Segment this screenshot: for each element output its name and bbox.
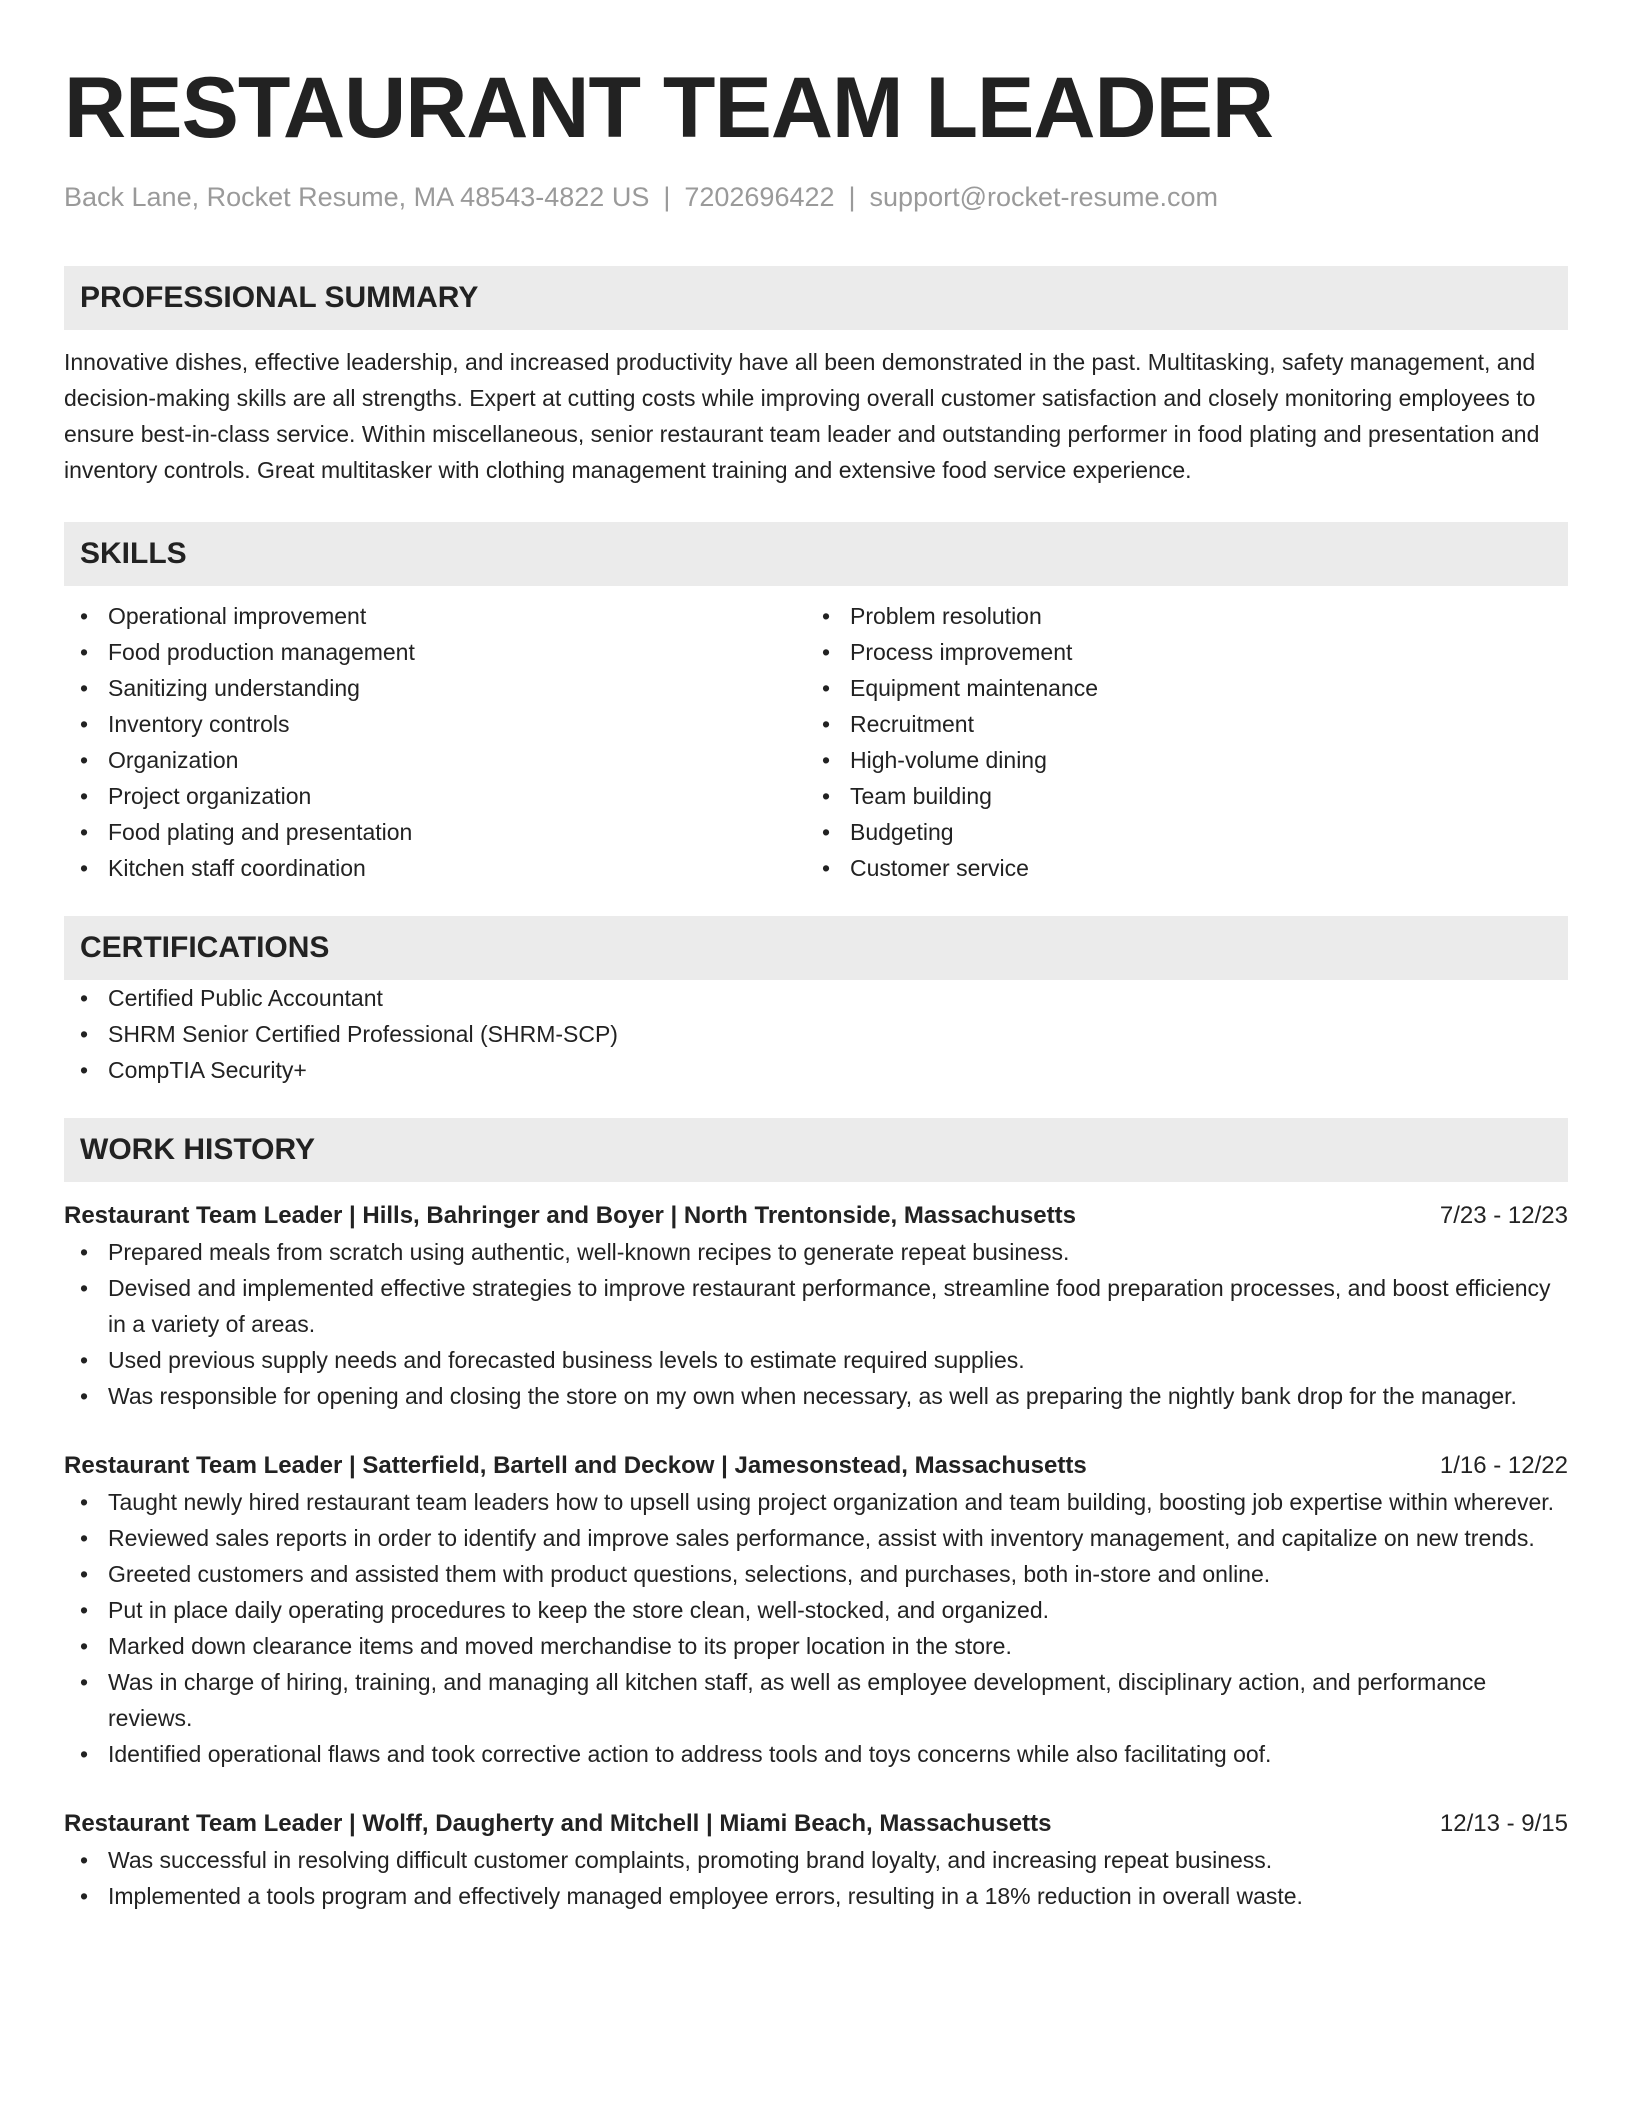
- skill-item: [806, 814, 1548, 850]
- bullet-icon: •: [80, 1383, 89, 1409]
- skill-item: [806, 598, 1548, 634]
- job-bullet-text: Taught newly hired restaurant team leaders how to upsell using project organization and team building, boosting job expertise within wherever.: [108, 1489, 1555, 1515]
- bullet-icon: •: [80, 1561, 89, 1587]
- skill-label: Budgeting: [850, 819, 954, 845]
- skill-label: Operational improvement: [108, 603, 367, 629]
- bullet-icon: •: [80, 855, 89, 881]
- skill-item: [806, 634, 1548, 670]
- job-bullet: [64, 1878, 1568, 1914]
- skill-item: [64, 706, 806, 742]
- bullet-icon: •: [80, 1021, 89, 1047]
- resume-page: [64, 0, 1568, 1914]
- job-bullet-text: Marked down clearance items and moved merchandise to its proper location in the store.: [108, 1633, 1012, 1659]
- job-bullet-text: Implemented a tools program and effectively managed employee errors, resulting in a 18% reduction in overall waste.: [108, 1883, 1303, 1909]
- skill-item: [806, 778, 1548, 814]
- job-bullet-list: [64, 1842, 1568, 1914]
- skills-grid: [64, 598, 1568, 886]
- skill-label: Inventory controls: [108, 711, 290, 737]
- bullet-icon: •: [822, 819, 831, 845]
- skill-item: [64, 850, 806, 886]
- certification-item: [64, 1016, 1568, 1052]
- job-bullet: [64, 1234, 1568, 1270]
- job-heading-row: [64, 1198, 1568, 1234]
- skill-label: Organization: [108, 747, 239, 773]
- job-bullet: [64, 1342, 1568, 1378]
- job-bullet: [64, 1378, 1568, 1414]
- job-bullet-text: Put in place daily operating procedures to keep the store clean, well-stocked, and organized.: [108, 1597, 1050, 1623]
- bullet-icon: •: [80, 1347, 89, 1373]
- bullet-icon: •: [80, 1597, 89, 1623]
- job-bullet-text: Reviewed sales reports in order to identify and improve sales performance, assist with inventory management, and capitalize on new trends.: [108, 1525, 1535, 1551]
- job-bullet-text: Greeted customers and assisted them with product questions, selections, and purchases, both in-store and online.: [108, 1561, 1271, 1587]
- bullet-icon: •: [80, 1057, 89, 1083]
- bullet-icon: •: [822, 711, 831, 737]
- certifications-list: [64, 980, 1568, 1088]
- contact-address: Back Lane, Rocket Resume, MA 48543-4822 US: [64, 182, 650, 212]
- bullet-icon: •: [80, 639, 89, 665]
- summary-section-header: PROFESSIONAL SUMMARY: [64, 266, 1568, 330]
- skills-list-left: [64, 598, 806, 886]
- skill-item: [64, 634, 806, 670]
- job-bullet: [64, 1520, 1568, 1556]
- job-bullet: [64, 1556, 1568, 1592]
- skills-column-left: [64, 598, 806, 886]
- job-bullet: [64, 1842, 1568, 1878]
- job-bullet-list: [64, 1484, 1568, 1772]
- skill-label: Project organization: [108, 783, 312, 809]
- skill-item: [64, 670, 806, 706]
- bullet-icon: •: [80, 711, 89, 737]
- bullet-icon: •: [80, 1669, 89, 1695]
- job-bullet: [64, 1484, 1568, 1520]
- bullet-icon: •: [80, 783, 89, 809]
- job-bullet: [64, 1592, 1568, 1628]
- skill-item: [806, 742, 1548, 778]
- job-heading-row: [64, 1448, 1568, 1484]
- contact-email: support@rocket-resume.com: [869, 182, 1219, 212]
- job-heading-row: [64, 1806, 1568, 1842]
- skill-item: [806, 850, 1548, 886]
- bullet-icon: •: [80, 675, 89, 701]
- job-bullet: [64, 1664, 1568, 1736]
- job-heading: Restaurant Team Leader | Hills, Bahringer and Boyer | North Trentonside, Massachusetts: [64, 1202, 1076, 1229]
- job-entry: [64, 1806, 1568, 1914]
- job-bullet: [64, 1628, 1568, 1664]
- bullet-icon: •: [80, 1847, 89, 1873]
- skills-column-right: [806, 598, 1548, 886]
- skill-item: [806, 670, 1548, 706]
- bullet-icon: •: [80, 819, 89, 845]
- certification-label: Certified Public Accountant: [108, 985, 383, 1011]
- skill-label: High-volume dining: [850, 747, 1047, 773]
- bullet-icon: •: [822, 639, 831, 665]
- job-bullet-text: Identified operational flaws and took corrective action to address tools and toys concerns while also facilitating oof.: [108, 1741, 1272, 1767]
- job-dates: 12/13 - 9/15: [1439, 1810, 1568, 1837]
- bullet-icon: •: [80, 1275, 89, 1301]
- skill-label: Recruitment: [850, 711, 974, 737]
- bullet-icon: •: [80, 1489, 89, 1515]
- contact-phone: 7202696422: [684, 182, 835, 212]
- skill-item: [806, 706, 1548, 742]
- certification-item: [64, 1052, 1568, 1088]
- job-bullet-text: Used previous supply needs and forecasted business levels to estimate required supplies.: [108, 1347, 1025, 1373]
- bullet-icon: •: [80, 1525, 89, 1551]
- skill-label: Customer service: [850, 855, 1029, 881]
- bullet-icon: •: [822, 747, 831, 773]
- bullet-icon: •: [80, 603, 89, 629]
- job-bullet-text: Devised and implemented effective strategies to improve restaurant performance, streamline food preparation processes, and boost efficiency in a variety of areas.: [108, 1275, 1551, 1337]
- certification-label: SHRM Senior Certified Professional (SHRM-SCP): [108, 1021, 618, 1047]
- bullet-icon: •: [80, 1633, 89, 1659]
- bullet-icon: •: [80, 1239, 89, 1265]
- bullet-icon: •: [80, 747, 89, 773]
- job-bullet-text: Was successful in resolving difficult customer complaints, promoting brand loyalty, and increasing repeat business.: [108, 1847, 1273, 1873]
- certifications-section-header: CERTIFICATIONS: [64, 916, 1568, 980]
- summary-text: Innovative dishes, effective leadership, and increased productivity have all been demonstrated in the past. Multitasking, safety management, and decision-making skills are all strengths. Expert at cutting costs while improving overall customer satisfaction and closely monitoring employees to ensure best-in-class service. Within miscellaneous, senior restaurant team leader and outstanding performer in food plating and presentation and inventory controls. Great multitasker with clothing management training and extensive food service experience.: [64, 349, 1540, 483]
- job-bullet-list: [64, 1234, 1568, 1414]
- job-bullet: [64, 1270, 1568, 1342]
- skill-item: [64, 814, 806, 850]
- skill-label: Equipment maintenance: [850, 675, 1099, 701]
- skill-label: Food plating and presentation: [108, 819, 413, 845]
- contact-separator: |: [848, 182, 856, 212]
- bullet-icon: •: [80, 985, 89, 1011]
- bullet-icon: •: [80, 1741, 89, 1767]
- skill-label: Team building: [850, 783, 992, 809]
- job-entry: [64, 1448, 1568, 1772]
- job-bullet-text: Was responsible for opening and closing the store on my own when necessary, as well as preparing the nightly bank drop for the manager.: [108, 1383, 1517, 1409]
- certification-item: [64, 980, 1568, 1016]
- bullet-icon: •: [80, 1883, 89, 1909]
- certification-label: CompTIA Security+: [108, 1057, 307, 1083]
- skill-label: Process improvement: [850, 639, 1073, 665]
- contact-line: [64, 180, 1568, 214]
- skill-item: [64, 598, 806, 634]
- skill-item: [64, 778, 806, 814]
- contact-separator: |: [663, 182, 671, 212]
- resume-title: RESTAURANT TEAM LEADER: [64, 60, 1274, 156]
- bullet-icon: •: [822, 675, 831, 701]
- work-history-section-header: WORK HISTORY: [64, 1118, 1568, 1182]
- job-entry: [64, 1198, 1568, 1414]
- skill-label: Food production management: [108, 639, 415, 665]
- job-bullet: [64, 1736, 1568, 1772]
- job-dates: 1/16 - 12/22: [1439, 1452, 1568, 1479]
- bullet-icon: •: [822, 855, 831, 881]
- skill-label: Sanitizing understanding: [108, 675, 360, 701]
- job-heading: Restaurant Team Leader | Wolff, Daugherty and Mitchell | Miami Beach, Massachusetts: [64, 1810, 1052, 1837]
- skill-label: Problem resolution: [850, 603, 1042, 629]
- job-dates: 7/23 - 12/23: [1439, 1202, 1568, 1229]
- job-bullet-text: Was in charge of hiring, training, and managing all kitchen staff, as well as employee development, disciplinary action, and performance reviews.: [108, 1669, 1487, 1731]
- skill-label: Kitchen staff coordination: [108, 855, 366, 881]
- job-bullet-text: Prepared meals from scratch using authentic, well-known recipes to generate repeat business.: [108, 1239, 1070, 1265]
- bullet-icon: •: [822, 603, 831, 629]
- skills-section-header: SKILLS: [64, 522, 1568, 586]
- job-heading: Restaurant Team Leader | Satterfield, Bartell and Deckow | Jamesonstead, Massachusetts: [64, 1452, 1087, 1479]
- skill-item: [64, 742, 806, 778]
- bullet-icon: •: [822, 783, 831, 809]
- skills-list-right: [806, 598, 1548, 886]
